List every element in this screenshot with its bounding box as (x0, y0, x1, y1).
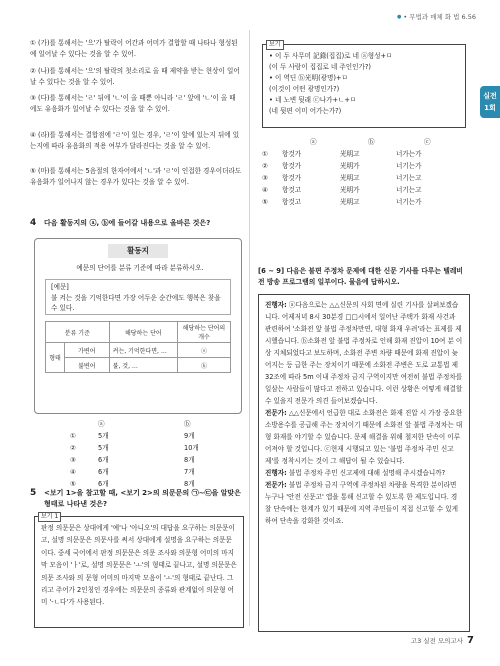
page-header: ● • 무법과 매체 화 법 6.56 (397, 12, 476, 21)
answer-row[interactable]: ⑤ 항것고 光明고 너기는가 (262, 198, 422, 206)
example-label: [예문] (51, 283, 69, 291)
q4-number: 4 (30, 218, 37, 228)
q4-answers (70, 430, 199, 490)
table-cell: 불변어 (65, 358, 110, 373)
page-number: 7 (467, 635, 474, 646)
dialogue-turn: 진행자: 불법 주정차 주민 신고제에 대해 설명해 주시겠습니까? (265, 469, 446, 477)
table-cell: 가변어 (65, 343, 110, 358)
dialogue-box (258, 294, 470, 632)
q5-question: <보기 1>을 참고할 때, <보기 2>의 의문문의 ㉠~㉢을 알맞은 형태로 나타낸 것은? (44, 489, 241, 508)
q4-question: 다음 활동지의 ⓐ, ⓑ에 들어갈 내용으로 올바른 것은? (44, 219, 211, 227)
answer-row[interactable]: ① 항것가 光明고 너가는가 (262, 150, 422, 158)
table-cell: ⓐ (178, 343, 231, 358)
table-header: 해당하는 단어 (109, 322, 177, 343)
bogi-tag: 보기 (266, 40, 284, 50)
table-header: 해당하는 단어의 개수 (178, 322, 231, 343)
answer-row[interactable]: ② 항것가 光明가 너기는가 (262, 162, 422, 170)
section-tab-line1: 실전 (483, 92, 497, 100)
q4-answer-header: ⓐ ⓑ (98, 420, 191, 428)
dialogue-turn: 진행자: ⓐ다음으로는 △△신문의 사회 면에 실린 기사를 살펴보겠습니다. 어제저녁 8시 30분경 □□시에서 일어난 주택가 화재 사건과 관련하여 '소화전 앞 불법 주정차만연, 대형 화재 우려'라는 표제를 제시했습니다. ⓑ소화전 앞 불법 주정차로 인해 화재 진압이 10여 분 이상 지체되었다고 보도하며, 소화전 주변 차량 때문에 화재 진압이 늦어지는 등 급한 주는 장치이기 때문에 소화전 주변은 도로 교통법 제32조에 따라 5m 이내 주정차 금지 구역이지만 여전히 불법 주정차를 일삼는 사람들이 많다고 전하고 있습니다. 이런 상황은 어떻게 해결할 수 있을지 전문가 의견 들어보겠습니다. (265, 301, 463, 405)
answer-row[interactable]: ③ 항것가 光明고 너기는고 (262, 174, 422, 182)
activity-title: 활동지 (108, 244, 168, 258)
q5-number: 5 (30, 488, 37, 498)
table-header: 분류 기준 (46, 322, 110, 343)
option-4: ④ (라)를 통해서는 결합점에 'ㄹ'이 있는 경우, 'ㄹ'이 앞에 있는지 뒤에 있는지에 따라 유음화의 적용 여부가 달라진다는 것을 알 수 있어. (30, 131, 240, 150)
dialogue (265, 299, 463, 527)
table-cell: 켜는, 기억한다면, … (109, 343, 177, 358)
bogi-line: (네 뒷편 이미 어가는가?) (269, 107, 342, 115)
bogi-line: • 이 역딘 ⓑ光明(광명)+ㅁ (269, 74, 348, 82)
answer-row[interactable]: ③ 6개 8개 (70, 456, 195, 464)
q3-answer-header: ⓐ ⓑ ⓒ (310, 138, 431, 146)
option-2: ② (나)를 통해서는 '으'의 탈락의 첫소리로 올 때 제약을 받는 현상이 일어날 수 있다는 것을 알 수 있어. (30, 67, 240, 86)
bogi1-text: 판정 의문문은 상대에게 '예'나 '아니오'의 대답을 요구하는 의문문이고, 설명 의문문은 의문사를 써서 상대에게 설명을 요구하는 의문문이다. 중세 국어에서 판정 의문문은 의문 조사와 의문형 어미의 마지막 모음이 'ㅏ'로, 설명 의문문은 'ㅗ'의 형태로 끝나고, 설명 의문문은 의문 조사와 의 문형 어미의 마지막 모음이 'ㅗ'의 형태로 끝난다. 그리고 주어가 2인칭인 경우에는 의문문의 종류와 관계없이 의문형 어미 '-ㄴ다'가 사용된다. (41, 524, 237, 607)
option-3: ③ (다)를 통해서는 'ㄹ' 뒤에 'ㄴ'이 올 때뿐 아니라 'ㄹ' 앞에 'ㄴ'이 올 때에도 유음화가 일어날 수 있다는 것을 알 수 있어. (30, 94, 236, 113)
answer-row[interactable]: ① 5개 9개 (70, 432, 195, 440)
bogi-line: • 네 노변 뒷래 ⓒ나가+ㄴ+ㅁ (269, 96, 357, 104)
example-box (45, 279, 231, 315)
section-tab (480, 86, 500, 118)
activity-sheet (34, 238, 242, 414)
option-5: ⑤ (마)를 통해서는 5음절의 한자어에서 'ㄴ'과 'ㄹ'이 인접한 경우이더라도 유음화가 일어나지 않는 경우가 있다는 것을 알 수 있어. (30, 167, 242, 186)
bogi-line: (이 두 사람이 집집로 네 주인인가?) (269, 63, 371, 71)
dialogue-turn: 전문가: 불법 주정차 금지 구역에 주정차된 차량을 목격한 분이라면 누구나 '안전 신문고' 앱을 통해 신고할 수 있도록 한 제도입니다. 경찰 단속에는 한계가 있기 때문에 지역 주민들이 직접 신고할 수 있게 하여 단속을 강화한 것이죠. (265, 481, 458, 525)
table-cell: 형태 (46, 343, 65, 373)
footer-text: 고3 실전 모의고사 (410, 637, 464, 645)
q6-intro: [6 ~ 9] 다음은 불편 주정차 문제에 대한 신문 기사를 다루는 텔레비전 방송 프로그램의 일부이다. 물음에 답하시오. (258, 267, 463, 286)
bogi-line: • 이 두 사무미 記錄(집집)로 네 ⓐ형성+ㅁ (269, 52, 393, 60)
column-divider (249, 30, 250, 626)
example-text: 불 켜는 것을 기억한다면 가장 어두운 순간에도 행복은 찾을 수 있다. (51, 294, 221, 312)
q3-answers (262, 148, 421, 208)
bogi-box (262, 44, 466, 128)
bogi1-tag: 보기 1 (38, 512, 61, 522)
option-1: ① (가)를 통해서는 '으'가 탈락이 어간과 어미가 결합할 때 나타나 형성된 예 일어날 수 있다는 것을 알 수 있어. (30, 39, 238, 58)
bogi-line: (이것이 어떤 광명인가?) (269, 85, 340, 93)
table-cell: ⓑ (178, 358, 231, 373)
dialogue-turn: 전문가: △△신문에서 언급한 대로 소화전은 화재 진압 시 가장 중요한 소방용수를 공급해 주는 장치이기 때문에 소화전 앞 불법 주정차는 대형 화재를 야기할 수 있습니다. 문제 해결을 위해 철저한 단속이 이루어져야 할 것입니다. ⓒ현재 시행되고 있는 '불법 주정차 주민 신고제'를 정착시키는 것이 그 해답이 될 수 있습니다. (265, 409, 463, 465)
activity-subtitle: 예문의 단어를 분류 기준에 따라 분류하시오. (76, 264, 204, 272)
answer-row[interactable]: ⑤ 6개 8개 (70, 480, 195, 488)
word-table (45, 321, 231, 373)
bogi1-box (34, 516, 244, 628)
section-tab-line2: 1회 (484, 104, 496, 112)
answer-row[interactable]: ④ 6개 7개 (70, 468, 195, 476)
page-footer (411, 635, 474, 646)
table-cell: 불, 것, … (109, 358, 177, 373)
answer-row[interactable]: ④ 항것고 光明가 너기는고 (262, 186, 422, 194)
answer-row[interactable]: ② 5개 10개 (70, 444, 199, 452)
